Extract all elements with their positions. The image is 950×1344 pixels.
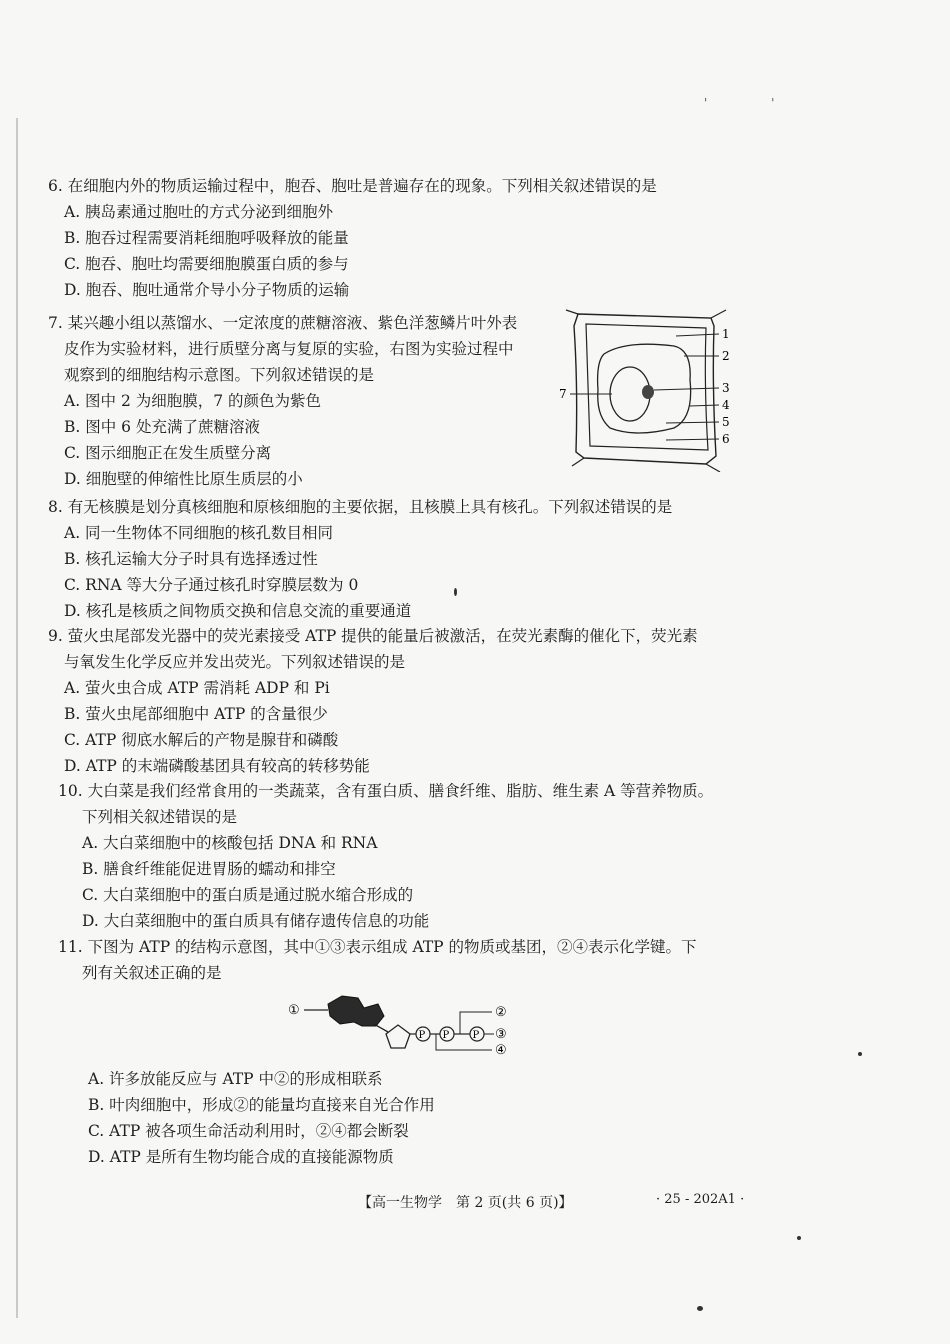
question-stem: 6. 在细胞内外的物质运输过程中，胞吞、胞吐是普遍存在的现象。下列相关叙述错误的是	[48, 177, 657, 195]
question-10	[58, 778, 713, 934]
cell-diagram	[556, 306, 746, 472]
atp-diagram	[284, 990, 514, 1060]
option-b: B. 萤火虫尾部细胞中 ATP 的含量很少	[64, 705, 328, 723]
cell-label-6: 6	[722, 432, 730, 446]
option-d: D. 细胞壁的伸缩性比原生质层的小	[64, 470, 303, 488]
page-edge	[16, 118, 18, 1318]
top-marks: ' '	[704, 96, 805, 110]
option-b: B. 胞吞过程需要消耗细胞呼吸释放的能量	[64, 229, 349, 247]
cell-label-5: 5	[722, 415, 730, 429]
option-b: B. 核孔运输大分子时具有选择透过性	[64, 550, 318, 568]
option-a: A. 同一生物体不同细胞的核孔数目相同	[64, 524, 334, 542]
option-d: D. ATP 是所有生物均能合成的直接能源物质	[88, 1148, 394, 1166]
option-a: A. 许多放能反应与 ATP 中②的形成相联系	[88, 1070, 383, 1088]
question-stem-cont: 列有关叙述正确的是	[82, 964, 222, 982]
cell-label-1: 1	[722, 327, 730, 341]
question-7	[48, 310, 517, 492]
question-11	[58, 934, 697, 986]
option-b: B. 图中 6 处充满了蔗糖溶液	[64, 418, 260, 436]
option-a: A. 图中 2 为细胞膜，7 的颜色为紫色	[64, 392, 322, 410]
question-stem: 10. 大白菜是我们经常食用的一类蔬菜，含有蛋白质、膳食纤维、脂肪、维生素 A 等营养物质。	[58, 782, 714, 800]
option-d: D. 核孔是核质之间物质交换和信息交流的重要通道	[64, 602, 412, 620]
option-c: C. RNA 等大分子通过核孔时穿膜层数为 0	[64, 576, 359, 594]
phosphate-1: P	[418, 1030, 426, 1041]
cell-label-2: 2	[722, 349, 730, 363]
question-6	[48, 173, 657, 303]
option-d: D. ATP 的末端磷酸基团具有较高的转移势能	[64, 757, 370, 775]
phosphate-3: P	[472, 1030, 480, 1041]
phosphate-2: P	[442, 1030, 450, 1041]
option-b: B. 叶肉细胞中，形成②的能量均直接来自光合作用	[88, 1096, 435, 1114]
option-c: C. 大白菜细胞中的蛋白质是通过脱水缩合形成的	[82, 886, 414, 904]
option-c: C. ATP 被各项生命活动利用时，②④都会断裂	[88, 1122, 409, 1140]
question-stem: 8. 有无核膜是划分真核细胞和原核细胞的主要依据，且核膜上具有核孔。下列叙述错误的是	[48, 498, 673, 516]
atp-label-4: ④	[495, 1043, 507, 1058]
option-d: D. 大白菜细胞中的蛋白质具有储存遗传信息的功能	[82, 912, 430, 930]
question-stem-cont: 观察到的细胞结构示意图。下列叙述错误的是	[64, 366, 375, 384]
option-c: C. ATP 彻底水解后的产物是腺苷和磷酸	[64, 731, 339, 749]
question-stem-cont: 下列相关叙述错误的是	[82, 808, 238, 826]
scan-speck	[454, 588, 457, 596]
option-b: B. 膳食纤维能促进胃肠的蠕动和排空	[82, 860, 336, 878]
scan-speck	[858, 1052, 862, 1056]
cell-label-7: 7	[559, 387, 567, 401]
question-stem-cont: 皮作为实验材料，进行质壁分离与复原的实验，右图为实验过程中	[64, 340, 514, 358]
cell-label-4: 4	[722, 398, 730, 412]
question-8	[48, 494, 672, 624]
option-c: C. 胞吞、胞吐均需要细胞膜蛋白质的参与	[64, 255, 349, 273]
scan-speck	[797, 1236, 801, 1240]
question-11-options	[58, 1066, 435, 1170]
footer-title: 【高一生物学 第 2 页(共 6 页)】	[358, 1195, 573, 1211]
cell-label-3: 3	[722, 381, 730, 395]
atp-label-3: ③	[495, 1027, 507, 1042]
option-a: A. 萤火虫合成 ATP 需消耗 ADP 和 Pi	[64, 679, 330, 697]
option-a: A. 胰岛素通过胞吐的方式分泌到细胞外	[64, 203, 334, 221]
question-9	[48, 623, 698, 779]
scan-speck	[697, 1306, 703, 1311]
option-a: A. 大白菜细胞中的核酸包括 DNA 和 RNA	[82, 834, 378, 852]
footer-code: · 25 - 202A1 ·	[656, 1192, 745, 1207]
question-stem: 9. 萤火虫尾部发光器中的荧光素接受 ATP 提供的能量后被激活，在荧光素酶的催化下，荧光素	[48, 627, 698, 645]
atp-label-2: ②	[495, 1005, 507, 1020]
question-stem: 11. 下图为 ATP 的结构示意图，其中①③表示组成 ATP 的物质或基团，②④表示化学键。下	[58, 938, 697, 956]
question-stem-cont: 与氧发生化学反应并发出荧光。下列叙述错误的是	[64, 653, 406, 671]
question-stem: 7. 某兴趣小组以蒸馏水、一定浓度的蔗糖溶液、紫色洋葱鳞片叶外表	[48, 314, 518, 332]
atp-label-1: ①	[288, 1003, 300, 1018]
option-c: C. 图示细胞正在发生质壁分离	[64, 444, 272, 462]
option-d: D. 胞吞、胞吐通常介导小分子物质的运输	[64, 281, 350, 299]
